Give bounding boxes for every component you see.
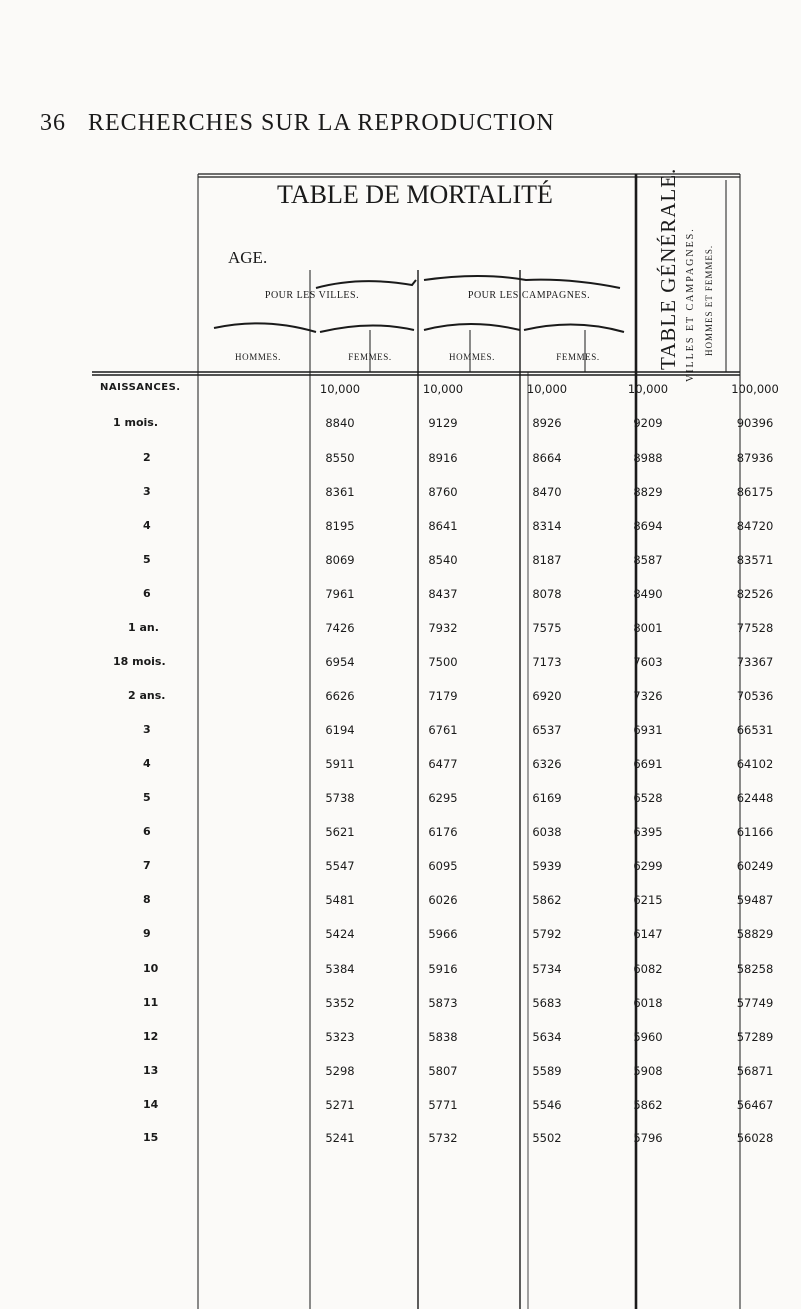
table-row <box>0 757 801 790</box>
value-cell-vh: 8195 <box>325 519 355 533</box>
value-cell-g: 82526 <box>736 587 774 601</box>
value-cell-ch: 5792 <box>532 927 562 941</box>
value-cell-vf: 5916 <box>428 962 458 976</box>
table-row <box>0 1098 801 1131</box>
value-cell-ch: 8187 <box>532 553 562 567</box>
value-cell-vh: 5271 <box>325 1098 355 1112</box>
value-cell-vf: 8916 <box>428 451 458 465</box>
value-cell-cf: 5960 <box>633 1030 663 1044</box>
age-cell: 7 <box>143 859 151 872</box>
table-row <box>0 655 801 688</box>
value-cell-vh: 5384 <box>325 962 355 976</box>
value-cell-ch: 6169 <box>532 791 562 805</box>
value-cell-vf: 7932 <box>428 621 458 635</box>
value-cell-g: 58829 <box>736 927 774 941</box>
value-cell-vh: 5481 <box>325 893 355 907</box>
value-cell-g: 66531 <box>736 723 774 737</box>
value-cell-g: 64102 <box>736 757 774 771</box>
group-villes-header: POUR LES VILLES. <box>264 290 360 301</box>
value-cell-ch: 10,000 <box>526 382 568 396</box>
value-cell-vf: 6477 <box>428 757 458 771</box>
age-cell: 4 <box>143 519 151 532</box>
value-cell-vh: 5738 <box>325 791 355 805</box>
table-row <box>0 927 801 960</box>
value-cell-cf: 5862 <box>633 1098 663 1112</box>
value-cell-g: 60249 <box>736 859 774 873</box>
age-cell: 2 ans. <box>128 689 166 702</box>
value-cell-vf: 7500 <box>428 655 458 669</box>
value-cell-ch: 7173 <box>532 655 562 669</box>
age-cell: 3 <box>143 485 151 498</box>
age-cell: 2 <box>143 451 151 464</box>
value-cell-cf: 7326 <box>633 689 663 703</box>
table-row <box>0 893 801 926</box>
value-cell-ch: 8314 <box>532 519 562 533</box>
value-cell-ch: 8078 <box>532 587 562 601</box>
value-cell-cf: 6528 <box>633 791 663 805</box>
value-cell-ch: 6537 <box>532 723 562 737</box>
table-row <box>0 1030 801 1063</box>
value-cell-g: 57749 <box>736 996 774 1010</box>
age-cell: 6 <box>143 825 151 838</box>
value-cell-vh: 5547 <box>325 859 355 873</box>
villes-hommes-header: HOMMES. <box>235 352 281 362</box>
value-cell-vf: 6026 <box>428 893 458 907</box>
value-cell-vf: 7179 <box>428 689 458 703</box>
value-cell-vf: 10,000 <box>422 382 464 396</box>
table-row <box>0 689 801 722</box>
value-cell-g: 87936 <box>736 451 774 465</box>
value-cell-vh: 7426 <box>325 621 355 635</box>
value-cell-vf: 5771 <box>428 1098 458 1112</box>
value-cell-cf: 6018 <box>633 996 663 1010</box>
campagnes-hommes-header: HOMMES. <box>449 352 495 362</box>
value-cell-vh: 5911 <box>325 757 355 771</box>
value-cell-cf: 7603 <box>633 655 663 669</box>
value-cell-ch: 5734 <box>532 962 562 976</box>
age-cell: 14 <box>143 1098 159 1111</box>
table-row <box>0 791 801 824</box>
value-cell-vh: 6626 <box>325 689 355 703</box>
age-cell: 1 an. <box>128 621 159 634</box>
value-cell-g: 70536 <box>736 689 774 703</box>
table-row <box>0 621 801 654</box>
age-cell: 18 mois. <box>113 655 166 668</box>
value-cell-ch: 8926 <box>532 416 562 430</box>
value-cell-g: 62448 <box>736 791 774 805</box>
value-cell-g: 86175 <box>736 485 774 499</box>
value-cell-cf: 8490 <box>633 587 663 601</box>
age-cell: 13 <box>143 1064 159 1077</box>
value-cell-cf: 6147 <box>633 927 663 941</box>
age-column-header: AGE. <box>228 248 268 267</box>
value-cell-vh: 7961 <box>325 587 355 601</box>
value-cell-ch: 7575 <box>532 621 562 635</box>
age-cell: 8 <box>143 893 151 906</box>
value-cell-cf: 6082 <box>633 962 663 976</box>
value-cell-ch: 6038 <box>532 825 562 839</box>
value-cell-g: 61166 <box>736 825 774 839</box>
age-cell: 3 <box>143 723 151 736</box>
value-cell-vf: 5873 <box>428 996 458 1010</box>
value-cell-cf: 6215 <box>633 893 663 907</box>
value-cell-vf: 9129 <box>428 416 458 430</box>
value-cell-vh: 8361 <box>325 485 355 499</box>
page-number: 36 <box>40 110 66 136</box>
value-cell-g: 58258 <box>736 962 774 976</box>
table-row <box>0 587 801 620</box>
value-cell-ch: 6920 <box>532 689 562 703</box>
value-cell-cf: 6395 <box>633 825 663 839</box>
value-cell-g: 100,000 <box>731 382 779 396</box>
value-cell-vf: 6295 <box>428 791 458 805</box>
value-cell-vh: 5621 <box>325 825 355 839</box>
value-cell-cf: 5908 <box>633 1064 663 1078</box>
value-cell-cf: 8988 <box>633 451 663 465</box>
value-cell-vf: 8437 <box>428 587 458 601</box>
value-cell-vf: 5838 <box>428 1030 458 1044</box>
table-row <box>0 996 801 1029</box>
value-cell-ch: 5683 <box>532 996 562 1010</box>
value-cell-g: 57289 <box>736 1030 774 1044</box>
value-cell-g: 73367 <box>736 655 774 669</box>
villes-femmes-header: FEMMES. <box>348 352 392 362</box>
value-cell-g: 83571 <box>736 553 774 567</box>
value-cell-g: 56467 <box>736 1098 774 1112</box>
value-cell-vh: 6954 <box>325 655 355 669</box>
value-cell-g: 77528 <box>736 621 774 635</box>
value-cell-g: 90396 <box>736 416 774 430</box>
table-title: TABLE DE MORTALITÉ <box>277 180 553 209</box>
value-cell-cf: 8587 <box>633 553 663 567</box>
group-campagnes-header: POUR LES CAMPAGNES. <box>467 290 591 301</box>
value-cell-vf: 5732 <box>428 1131 458 1145</box>
general-sub-villes-campagnes: VILLES ET CAMPAGNES. <box>685 227 696 382</box>
value-cell-ch: 6326 <box>532 757 562 771</box>
value-cell-ch: 5634 <box>532 1030 562 1044</box>
value-cell-vf: 8760 <box>428 485 458 499</box>
value-cell-vf: 5807 <box>428 1064 458 1078</box>
value-cell-cf: 10,000 <box>627 382 669 396</box>
table-row <box>0 416 801 449</box>
age-cell: NAISSANCES. <box>100 382 181 393</box>
table-row <box>0 825 801 858</box>
general-sub-hommes-femmes: HOMMES ET FEMMES. <box>704 244 714 356</box>
table-row <box>0 553 801 586</box>
value-cell-ch: 8664 <box>532 451 562 465</box>
age-cell: 5 <box>143 553 151 566</box>
value-cell-g: 56871 <box>736 1064 774 1078</box>
table-row <box>0 1064 801 1097</box>
value-cell-vh: 5352 <box>325 996 355 1010</box>
table-row <box>0 962 801 995</box>
value-cell-vf: 6761 <box>428 723 458 737</box>
value-cell-cf: 6931 <box>633 723 663 737</box>
running-title: RECHERCHES SUR LA REPRODUCTION <box>88 110 555 136</box>
table-row <box>0 451 801 484</box>
table-row <box>0 723 801 756</box>
table-row <box>0 382 801 415</box>
value-cell-g: 59487 <box>736 893 774 907</box>
value-cell-cf: 6691 <box>633 757 663 771</box>
value-cell-vh: 8069 <box>325 553 355 567</box>
value-cell-vf: 8540 <box>428 553 458 567</box>
value-cell-cf: 5796 <box>633 1131 663 1145</box>
age-cell: 12 <box>143 1030 159 1043</box>
value-cell-vh: 5424 <box>325 927 355 941</box>
value-cell-vh: 10,000 <box>319 382 361 396</box>
table-row <box>0 859 801 892</box>
age-cell: 1 mois. <box>113 416 158 429</box>
value-cell-cf: 8829 <box>633 485 663 499</box>
value-cell-vh: 5298 <box>325 1064 355 1078</box>
value-cell-cf: 9209 <box>633 416 663 430</box>
value-cell-cf: 8694 <box>633 519 663 533</box>
value-cell-ch: 5589 <box>532 1064 562 1078</box>
value-cell-g: 84720 <box>736 519 774 533</box>
value-cell-ch: 5862 <box>532 893 562 907</box>
value-cell-ch: 8470 <box>532 485 562 499</box>
value-cell-vf: 8641 <box>428 519 458 533</box>
value-cell-ch: 5546 <box>532 1098 562 1112</box>
age-cell: 15 <box>143 1131 159 1144</box>
age-cell: 10 <box>143 962 159 975</box>
table-row <box>0 485 801 518</box>
value-cell-vh: 8840 <box>325 416 355 430</box>
value-cell-vf: 5966 <box>428 927 458 941</box>
value-cell-g: 56028 <box>736 1131 774 1145</box>
age-cell: 4 <box>143 757 151 770</box>
table-row <box>0 1131 801 1164</box>
value-cell-vf: 6176 <box>428 825 458 839</box>
age-cell: 9 <box>143 927 151 940</box>
value-cell-ch: 5939 <box>532 859 562 873</box>
campagnes-femmes-header: FEMMES. <box>556 352 600 362</box>
value-cell-vf: 6095 <box>428 859 458 873</box>
value-cell-vh: 8550 <box>325 451 355 465</box>
age-cell: 5 <box>143 791 151 804</box>
value-cell-cf: 8001 <box>633 621 663 635</box>
value-cell-vh: 6194 <box>325 723 355 737</box>
general-table-header: TABLE GÉNÉRALE. <box>656 167 680 370</box>
value-cell-ch: 5502 <box>532 1131 562 1145</box>
value-cell-vh: 5241 <box>325 1131 355 1145</box>
age-cell: 11 <box>143 996 159 1009</box>
age-cell: 6 <box>143 587 151 600</box>
value-cell-vh: 5323 <box>325 1030 355 1044</box>
value-cell-cf: 6299 <box>633 859 663 873</box>
table-row <box>0 519 801 552</box>
